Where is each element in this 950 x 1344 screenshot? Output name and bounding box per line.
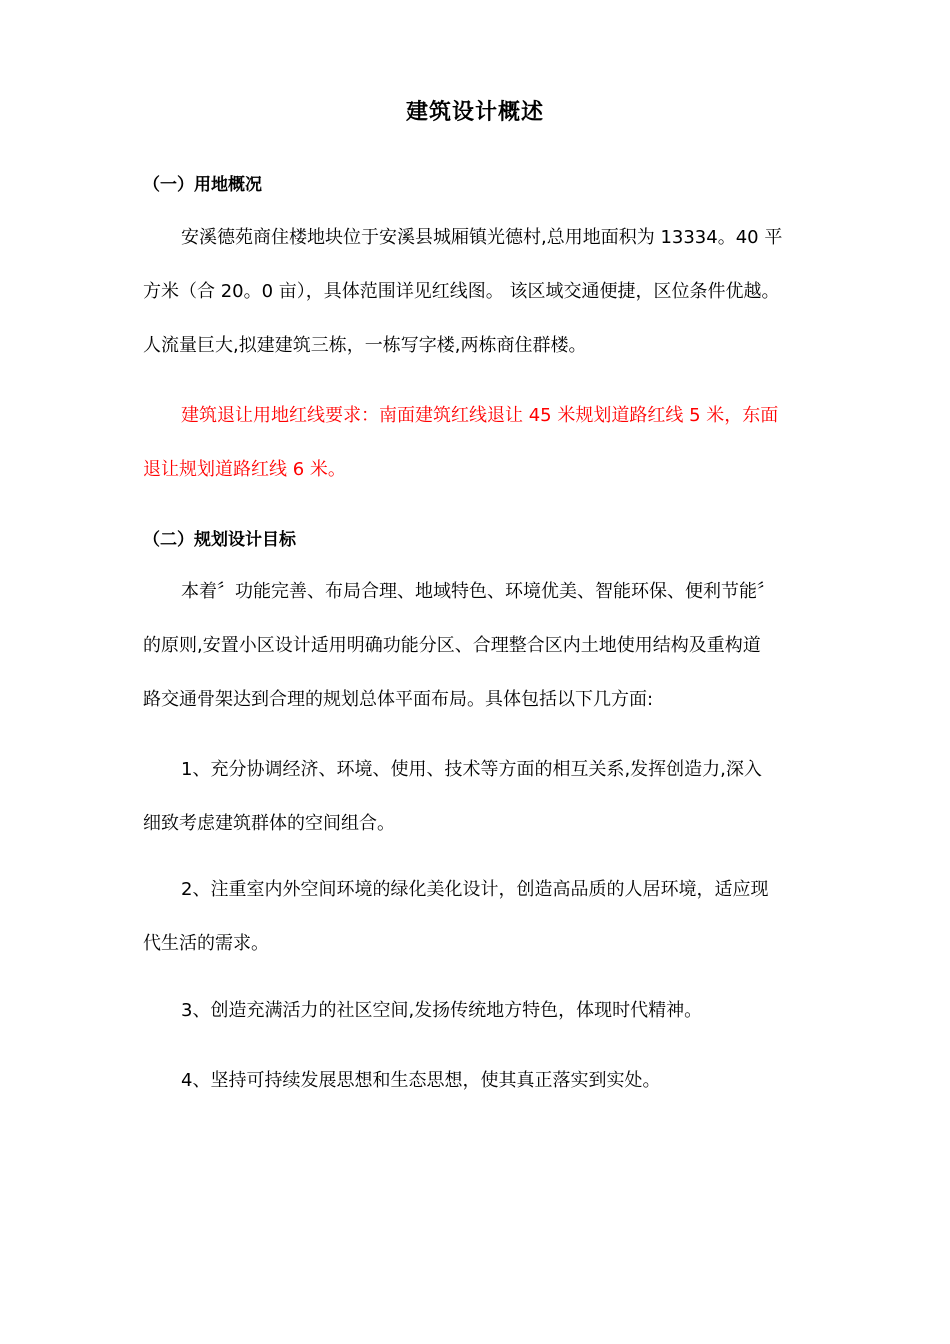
text-line: 的原则,安置小区设计适用明确功能分区、合理整合区内土地使用结构及重构道: [143, 635, 761, 656]
text-line: 路交通骨架达到合理的规划总体平面布局。具体包括以下几方面:: [143, 689, 654, 710]
list-item-3: [143, 984, 702, 1038]
section-heading-site-overview: （一）用地概况: [143, 175, 262, 195]
text-line: 4、坚持可持续发展思想和生态思想，使其真正落实到实处。: [181, 1070, 661, 1091]
text-line: 1、充分协调经济、环境、使用、技术等方面的相互关系,发挥创造力,深入: [181, 759, 762, 780]
text-line: 代生活的需求。: [143, 933, 269, 954]
text-line: 安溪德苑商住楼地块位于安溪县城厢镇光德村,总用地面积为 13334。40 平: [181, 227, 783, 248]
text-line: 3、创造充满活力的社区空间,发扬传统地方特色，体现时代精神。: [181, 1000, 703, 1021]
text-line: 本着〞功能完善、布局合理、地域特色、环境优美、智能环保、便利节能〞: [181, 581, 775, 602]
text-line: 方米（合 20。0 亩），具体范围详见红线图。 该区域交通便捷，区位条件优越。: [143, 281, 780, 302]
list-item-2: [143, 863, 768, 971]
section-heading-design-goals: （二）规划设计目标: [143, 530, 296, 550]
paragraph-setback-requirements: [143, 389, 778, 497]
text-line: 人流量巨大,拟建建筑三栋，一栋写字楼,两栋商住群楼。: [143, 335, 587, 356]
paragraph-site-description: [143, 211, 782, 373]
list-item-4: [143, 1054, 660, 1108]
text-line: 细致考虑建筑群体的空间组合。: [143, 813, 395, 834]
text-line: 退让规划道路红线 6 米。: [143, 459, 346, 480]
list-item-1: [143, 743, 762, 851]
text-line: 2、注重室内外空间环境的绿化美化设计，创造高品质的人居环境，适应现: [181, 879, 769, 900]
document-title: 建筑设计概述: [405, 100, 544, 125]
text-line: 建筑退让用地红线要求：南面建筑红线退让 45 米规划道路红线 5 米，东面: [181, 405, 779, 426]
paragraph-design-principles: [143, 565, 775, 727]
